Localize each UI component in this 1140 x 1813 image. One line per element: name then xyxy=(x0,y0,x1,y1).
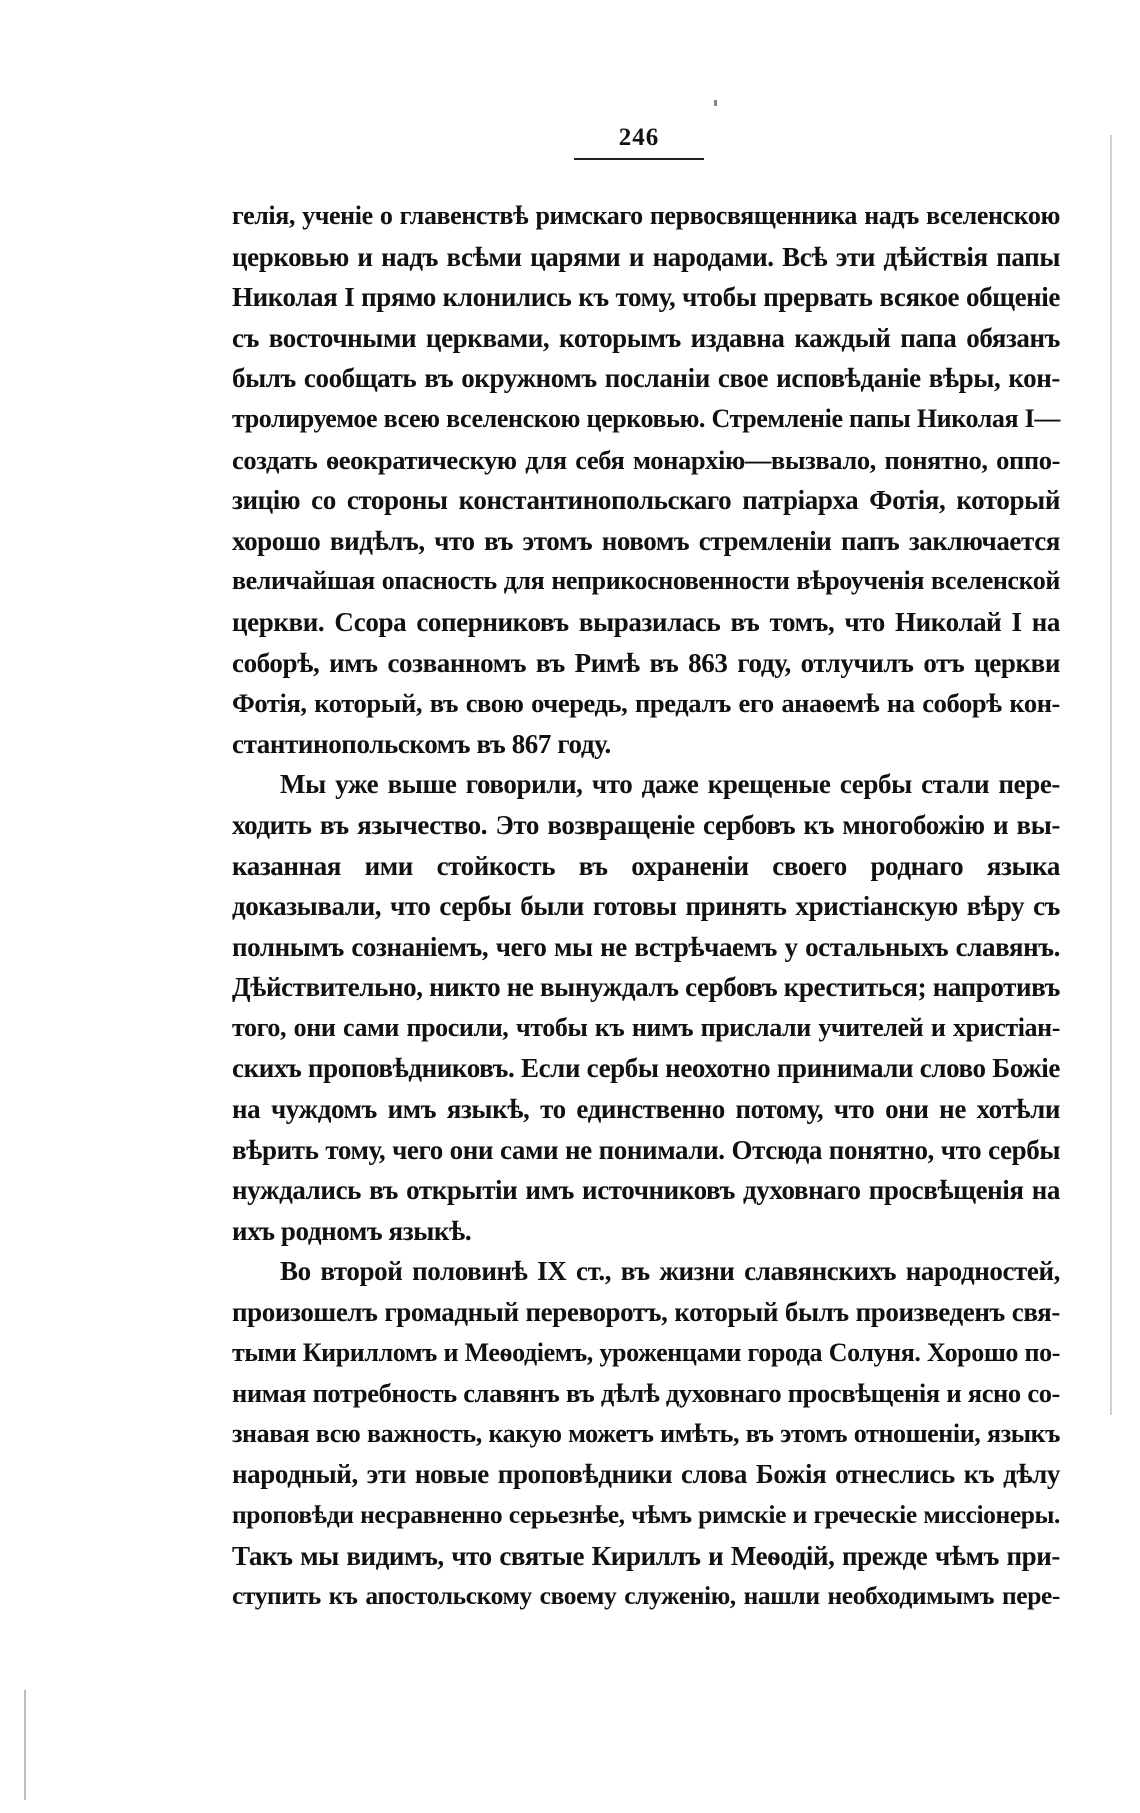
paragraph xyxy=(232,196,1060,764)
scan-edge-right xyxy=(1110,135,1112,1415)
text-line: проповѣди несравненно серьезнѣе, чѣмъ римскіе и греческіе миссіонеры. xyxy=(232,1500,1060,1529)
text-line: Такъ мы видимъ, что святые Кириллъ и Меѳодій, прежде чѣмъ при- xyxy=(232,1540,1060,1571)
text-line: церкви. Ссора соперниковъ выразилась въ томъ, что Николай I на xyxy=(232,606,1060,637)
text-line: произошелъ громадный переворотъ, который былъ произведенъ свя- xyxy=(232,1297,1060,1328)
text-line: вѣрить тому, чего они сами не понимали. Отсюда понятно, что сербы xyxy=(232,1134,1060,1165)
text-line: былъ сообщать въ окружномъ посланіи свое исповѣданіе вѣры, кон- xyxy=(232,363,1060,394)
text-line: стантинопольскомъ въ 867 году. xyxy=(232,728,611,759)
text-line: скихъ проповѣдниковъ. Если сербы неохотно принимали слово Божіе xyxy=(232,1053,1060,1084)
text-line: Фотія, который, въ свою очередь, предалъ его анаѳемѣ на соборѣ кон- xyxy=(232,688,1060,719)
text-line: церковью и надъ всѣми царями и народами. Всѣ эти дѣйствія папы xyxy=(232,241,1060,272)
scan-dot-top xyxy=(714,100,717,106)
paragraph xyxy=(232,764,1060,1251)
text-line: нуждались въ открытіи имъ источниковъ духовнаго просвѣщенія на xyxy=(232,1175,1060,1206)
text-line: соборѣ, имъ созванномъ въ Римѣ въ 863 году, отлучилъ отъ церкви xyxy=(232,647,1060,678)
text-line: полнымъ сознаніемъ, чего мы не встрѣчаемъ у остальныхъ славянъ. xyxy=(232,931,1060,962)
text-line: ихъ родномъ языкѣ. xyxy=(232,1215,472,1246)
text-line: Мы уже выше говорили, что даже крещеные сербы стали пере- xyxy=(280,769,1060,800)
text-line: величайшая опасность для неприкосновенности вѣроученія вселенской xyxy=(232,566,1060,596)
text-line: на чуждомъ имъ языкѣ, то единственно потому, что они не хотѣли xyxy=(232,1094,1060,1125)
text-line: нимая потребность славянъ въ дѣлѣ духовнаго просвѣщенія и ясно со- xyxy=(232,1378,1060,1409)
text-line: народный, эти новые проповѣдники слова Божія отнеслись къ дѣлу xyxy=(232,1459,1060,1490)
text-line: тролируемое всею вселенскою церковью. Стремленіе папы Николая I— xyxy=(232,403,1060,433)
text-line: того, они сами просили, чтобы къ нимъ прислали учителей и христіан- xyxy=(232,1012,1060,1042)
text-line: съ восточными церквами, которымъ издавна каждый папа обязанъ xyxy=(232,322,1060,353)
text-line: зицію со стороны константинопольскаго патріарха Фотія, который xyxy=(232,485,1060,516)
page-number-rule xyxy=(574,158,704,160)
text-line: хорошо видѣлъ, что въ этомъ новомъ стремленіи папъ заключается xyxy=(232,525,1060,556)
text-line: Николая I прямо клонились къ тому, чтобы прервать всякое общеніе xyxy=(232,282,1060,313)
text-line: доказывали, что сербы были готовы принять христіанскую вѣру съ xyxy=(232,891,1060,922)
text-line: создать ѳеократическую для себя монархію—вызвало, понятно, оппо- xyxy=(232,444,1060,475)
text-line: ходить въ язычество. Это возвращеніе сербовъ къ многобожію и вы- xyxy=(232,809,1060,840)
page-number: 246 xyxy=(618,124,660,151)
paragraph xyxy=(232,1251,1060,1616)
text-line: Во второй половинѣ IX ст., въ жизни славянскихъ народностей, xyxy=(280,1256,1060,1287)
scan-edge-left xyxy=(24,1690,26,1800)
text-line: тыми Кирилломъ и Меѳодіемъ, уроженцами города Солуня. Хорошо по- xyxy=(232,1337,1060,1367)
text-line: ступить къ апостольскому своему служенію, нашли необходимымъ пере- xyxy=(232,1581,1060,1611)
text-line: знавая всю важность, какую можетъ имѣть, въ этомъ отношеніи, языкъ xyxy=(232,1418,1060,1448)
text-line: казанная ими стойкость въ охраненіи своего роднаго языка xyxy=(232,850,1060,881)
text-line: Дѣйствительно, никто не вынуждалъ сербовъ креститься; напротивъ xyxy=(232,972,1060,1003)
text-line: гелія, ученіе о главенствѣ римскаго первосвященника надъ вселенскою xyxy=(232,201,1060,230)
body-text xyxy=(232,196,1060,1617)
